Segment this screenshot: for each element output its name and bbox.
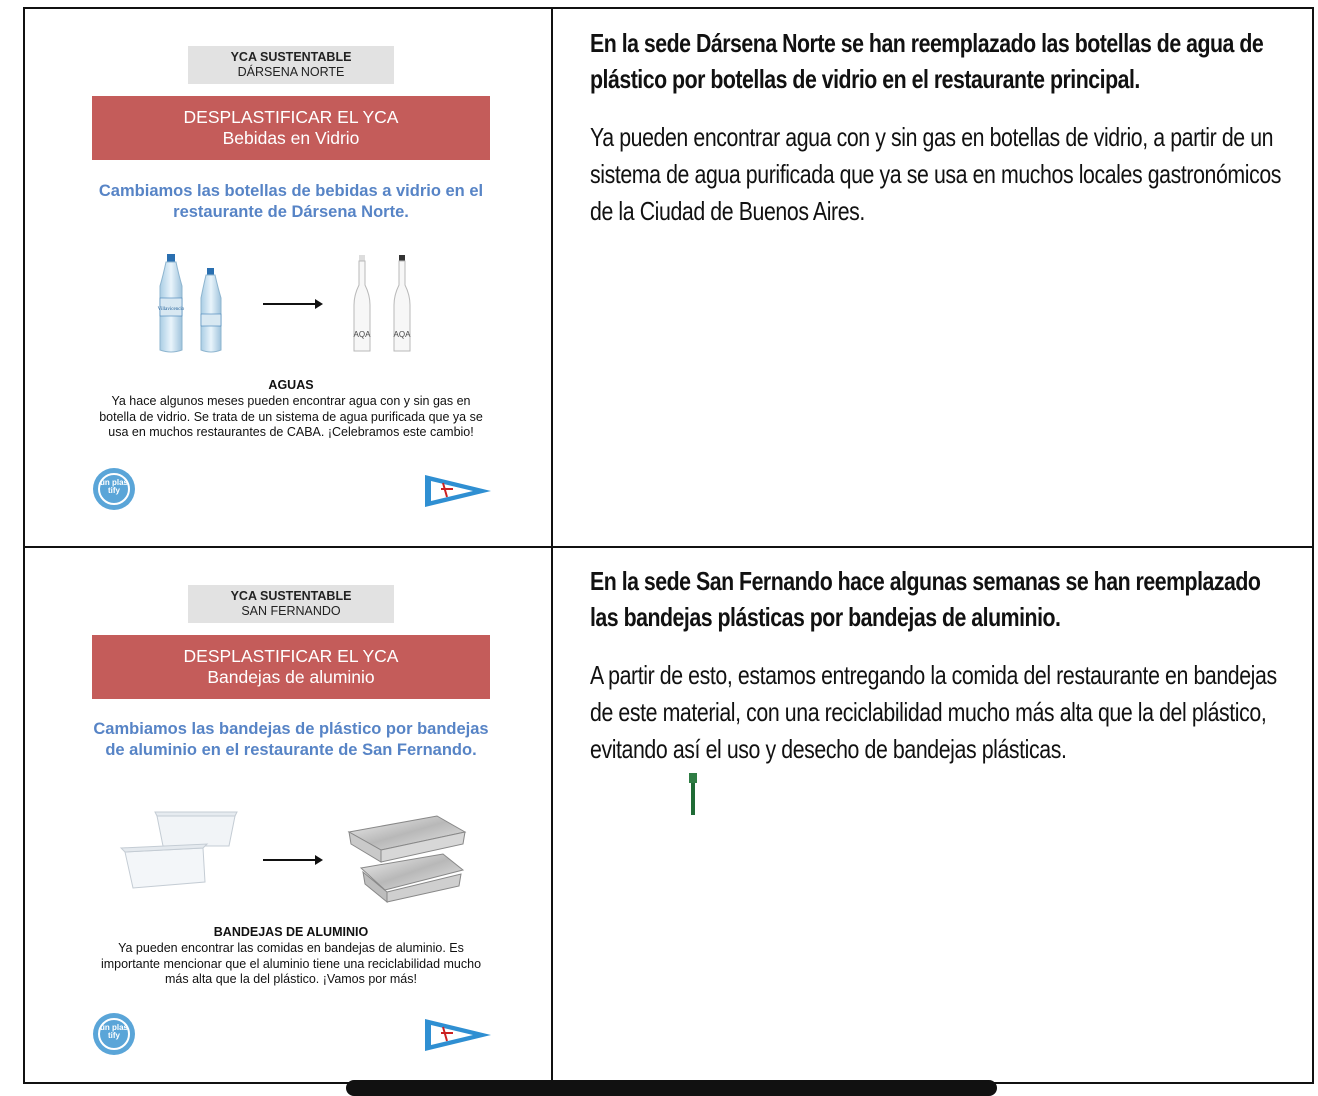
- section-body: Ya pueden encontrar agua con y sin gas en botellas de vidrio, a partir de un sistema de agua purificada que ya se usa en muchos locales gastronómicos de la Ciudad de Buenos Aires.: [590, 122, 1282, 226]
- desc-title: AGUAS: [268, 378, 314, 392]
- plastic-bottles-image: [157, 254, 239, 354]
- change-arrow: [263, 303, 321, 305]
- card-headline: Cambiamos las bandejas de plástico por bandejas de aluminio en el restaurante de San Fernando.: [93, 720, 489, 759]
- horizontal-scrollbar[interactable]: [346, 1080, 997, 1096]
- logo-text: un plas tify: [99, 478, 128, 495]
- glass-label: AQA: [353, 330, 371, 339]
- section-body[interactable]: A partir de esto, estamos entregando la comida del restaurante en bandejas de este material, con una reciclabilidad mucho más alta que la del plástico, evitando así el uso y desecho de bandejas plásticas.: [590, 660, 1277, 764]
- topic-banner: [92, 96, 490, 160]
- glass-label: AQA: [393, 330, 411, 339]
- banner-subtitle: Bebidas en Vidrio: [222, 128, 360, 148]
- bottle-brand-label: Villavicencio: [157, 307, 185, 312]
- unplastify-logo: [93, 1013, 135, 1055]
- logo-text: un plas tify: [99, 1023, 128, 1040]
- tag-subtitle: DÁRSENA NORTE: [237, 65, 345, 79]
- card-darsena-norte: [25, 9, 551, 546]
- unplastify-logo: [93, 468, 135, 510]
- sede-tag: [188, 46, 394, 84]
- content-table: [23, 7, 1314, 1084]
- card-san-fernando: [25, 548, 551, 1085]
- section-heading: En la sede San Fernando hace algunas semanas se han reemplazado las bandejas plásticas por bandejas de aluminio.: [590, 566, 1261, 632]
- text-darsena-norte: [590, 25, 1290, 230]
- tag-title: YCA SUSTENTABLE: [230, 589, 352, 603]
- banner-title: DESPLASTIFICAR EL YCA: [183, 646, 399, 666]
- banner-title: DESPLASTIFICAR EL YCA: [183, 107, 399, 127]
- club-pennant-icon: [425, 475, 491, 507]
- card-headline: Cambiamos las botellas de bebidas a vidrio en el restaurante de Dársena Norte.: [98, 182, 484, 221]
- tag-subtitle: SAN FERNANDO: [241, 604, 341, 618]
- section-heading: En la sede Dársena Norte se han reemplazado las botellas de agua de plástico por botellas de vidrio en el restaurante principal.: [590, 28, 1264, 94]
- club-pennant-icon: [425, 1019, 491, 1051]
- topic-banner: [92, 635, 490, 699]
- plastic-trays-image: [119, 808, 241, 890]
- desc-title: BANDEJAS DE ALUMINIO: [213, 925, 369, 939]
- sede-tag: [188, 585, 394, 623]
- glass-bottles-image: [350, 255, 420, 355]
- desc-text: Ya hace algunos meses pueden encontrar agua con y sin gas en botella de vidrio. Se trata de un sistema de agua purificada que ya se usa en muchos restaurantes de CABA. ¡Celebramos este cambio!: [99, 394, 483, 439]
- aluminum-trays-image: [341, 810, 471, 906]
- banner-subtitle: Bandejas de aluminio: [207, 667, 375, 687]
- text-cursor-handle[interactable]: [691, 775, 695, 815]
- tag-title: YCA SUSTENTABLE: [230, 50, 352, 64]
- change-arrow: [263, 859, 321, 861]
- text-san-fernando: [590, 563, 1290, 768]
- desc-text: Ya pueden encontrar las comidas en bandejas de aluminio. Es importante mencionar que el aluminio tiene una reciclabilidad mucho más alta que la del plástico. ¡Vamos por más!: [100, 941, 482, 986]
